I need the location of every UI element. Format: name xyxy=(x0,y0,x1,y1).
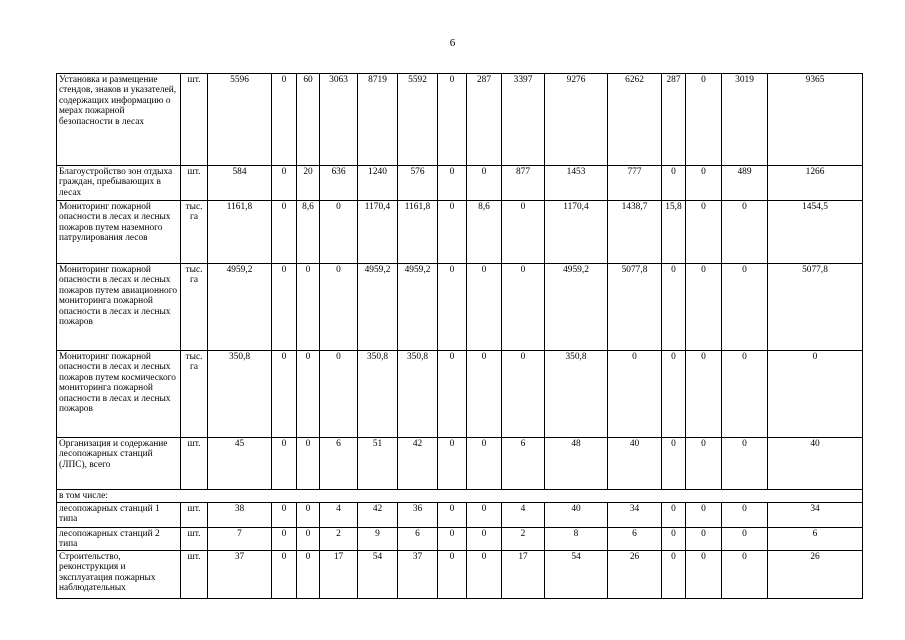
value-cell: 0 xyxy=(272,166,297,201)
value-cell: 0 xyxy=(438,264,467,351)
value-cell: 0 xyxy=(297,503,320,528)
value-cell: 584 xyxy=(208,166,272,201)
unit-cell: шт. xyxy=(181,74,208,166)
value-cell: 1170,4 xyxy=(358,201,398,264)
value-cell: 40 xyxy=(608,438,662,490)
value-cell: 5077,8 xyxy=(608,264,662,351)
value-cell: 6262 xyxy=(608,74,662,166)
value-cell: 0 xyxy=(438,438,467,490)
value-cell: 576 xyxy=(398,166,438,201)
unit-cell: шт. xyxy=(181,550,208,598)
value-cell: 40 xyxy=(768,438,863,490)
table-row xyxy=(57,438,863,490)
measure-name-cell: Благоустройство зон отдыха граждан, пребывающих в лесах xyxy=(57,166,181,201)
value-cell: 0 xyxy=(662,351,686,438)
value-cell: 0 xyxy=(686,438,722,490)
value-cell: 0 xyxy=(467,351,502,438)
value-cell: 0 xyxy=(320,201,358,264)
table-row xyxy=(57,166,863,201)
value-cell: 0 xyxy=(722,528,768,551)
value-cell: 2 xyxy=(502,528,545,551)
value-cell: 3063 xyxy=(320,74,358,166)
value-cell: 0 xyxy=(502,351,545,438)
measure-name-cell: Мониторинг пожарной опасности в лесах и лесных пожаров путем наземного патрулирования лесов xyxy=(57,201,181,264)
value-cell: 0 xyxy=(297,550,320,598)
value-cell: 9276 xyxy=(545,74,608,166)
value-cell: 0 xyxy=(662,550,686,598)
value-cell: 0 xyxy=(662,166,686,201)
value-cell: 0 xyxy=(686,528,722,551)
value-cell: 0 xyxy=(686,201,722,264)
value-cell: 0 xyxy=(686,74,722,166)
value-cell: 1170,4 xyxy=(545,201,608,264)
value-cell: 36 xyxy=(398,503,438,528)
value-cell: 0 xyxy=(502,201,545,264)
table-row xyxy=(57,528,863,551)
value-cell: 287 xyxy=(662,74,686,166)
value-cell: 0 xyxy=(438,74,467,166)
value-cell: 0 xyxy=(686,351,722,438)
value-cell: 15,8 xyxy=(662,201,686,264)
value-cell: 4959,2 xyxy=(208,264,272,351)
measure-name-cell: Строительство, реконструкция и эксплуатация пожарных наблюдательных xyxy=(57,550,181,598)
value-cell: 350,8 xyxy=(545,351,608,438)
value-cell: 17 xyxy=(502,550,545,598)
value-cell: 3019 xyxy=(722,74,768,166)
page-number: 6 xyxy=(449,37,456,49)
table-row xyxy=(57,490,863,503)
value-cell: 0 xyxy=(320,264,358,351)
value-cell: 0 xyxy=(272,550,297,598)
value-cell: 4 xyxy=(320,503,358,528)
value-cell: 34 xyxy=(768,503,863,528)
value-cell: 0 xyxy=(686,166,722,201)
value-cell: 8,6 xyxy=(467,201,502,264)
value-cell: 60 xyxy=(297,74,320,166)
value-cell: 26 xyxy=(768,550,863,598)
value-cell: 0 xyxy=(272,503,297,528)
value-cell: 7 xyxy=(208,528,272,551)
value-cell: 0 xyxy=(272,74,297,166)
table-row xyxy=(57,264,863,351)
value-cell: 37 xyxy=(398,550,438,598)
value-cell: 0 xyxy=(502,264,545,351)
value-cell: 0 xyxy=(320,351,358,438)
unit-cell: тыс. га xyxy=(181,264,208,351)
value-cell: 1240 xyxy=(358,166,398,201)
table-row xyxy=(57,201,863,264)
value-cell: 48 xyxy=(545,438,608,490)
value-cell: 2 xyxy=(320,528,358,551)
unit-cell: шт. xyxy=(181,528,208,551)
value-cell: 38 xyxy=(208,503,272,528)
value-cell: 350,8 xyxy=(358,351,398,438)
table-row xyxy=(57,503,863,528)
value-cell: 0 xyxy=(768,351,863,438)
unit-cell: шт. xyxy=(181,503,208,528)
value-cell: 3397 xyxy=(502,74,545,166)
value-cell: 0 xyxy=(662,264,686,351)
value-cell: 1453 xyxy=(545,166,608,201)
value-cell: 0 xyxy=(272,201,297,264)
value-cell: 0 xyxy=(686,550,722,598)
value-cell: 0 xyxy=(722,503,768,528)
subheading-cell: в том числе: xyxy=(57,490,863,503)
value-cell: 0 xyxy=(608,351,662,438)
value-cell: 0 xyxy=(467,438,502,490)
unit-cell: тыс. га xyxy=(181,351,208,438)
value-cell: 6 xyxy=(768,528,863,551)
value-cell: 1454,5 xyxy=(768,201,863,264)
value-cell: 1161,8 xyxy=(208,201,272,264)
value-cell: 40 xyxy=(545,503,608,528)
measure-name-cell: Организация и содержание лесопожарных станций (ЛПС), всего xyxy=(57,438,181,490)
value-cell: 6 xyxy=(320,438,358,490)
unit-cell: тыс. га xyxy=(181,201,208,264)
value-cell: 0 xyxy=(297,438,320,490)
value-cell: 0 xyxy=(722,438,768,490)
value-cell: 0 xyxy=(297,528,320,551)
value-cell: 4959,2 xyxy=(358,264,398,351)
value-cell: 0 xyxy=(272,438,297,490)
value-cell: 54 xyxy=(358,550,398,598)
measure-name-cell: Мониторинг пожарной опасности в лесах и лесных пожаров путем авиационного мониторинга пожарной опасности в лесах и лесных пожаров xyxy=(57,264,181,351)
value-cell: 1266 xyxy=(768,166,863,201)
table-row xyxy=(57,550,863,598)
value-cell: 0 xyxy=(467,166,502,201)
value-cell: 0 xyxy=(297,264,320,351)
value-cell: 636 xyxy=(320,166,358,201)
measure-name-cell: Установка и размещение стендов, знаков и указателей, содержащих информацию о мерах пожарной безопасности в лесах xyxy=(57,74,181,166)
forest-fire-measures-table xyxy=(56,73,863,599)
value-cell: 6 xyxy=(502,438,545,490)
unit-cell: шт. xyxy=(181,166,208,201)
value-cell: 0 xyxy=(662,438,686,490)
value-cell: 9 xyxy=(358,528,398,551)
value-cell: 489 xyxy=(722,166,768,201)
value-cell: 51 xyxy=(358,438,398,490)
value-cell: 26 xyxy=(608,550,662,598)
value-cell: 45 xyxy=(208,438,272,490)
value-cell: 0 xyxy=(722,201,768,264)
value-cell: 8 xyxy=(545,528,608,551)
value-cell: 0 xyxy=(686,264,722,351)
value-cell: 0 xyxy=(467,503,502,528)
value-cell: 0 xyxy=(722,351,768,438)
table-row xyxy=(57,351,863,438)
unit-cell: шт. xyxy=(181,438,208,490)
value-cell: 0 xyxy=(438,201,467,264)
value-cell: 42 xyxy=(358,503,398,528)
value-cell: 0 xyxy=(297,351,320,438)
value-cell: 350,8 xyxy=(398,351,438,438)
value-cell: 0 xyxy=(438,503,467,528)
value-cell: 287 xyxy=(467,74,502,166)
value-cell: 54 xyxy=(545,550,608,598)
value-cell: 4959,2 xyxy=(545,264,608,351)
value-cell: 17 xyxy=(320,550,358,598)
table-row xyxy=(57,74,863,166)
value-cell: 0 xyxy=(272,528,297,551)
value-cell: 0 xyxy=(662,503,686,528)
value-cell: 8719 xyxy=(358,74,398,166)
value-cell: 0 xyxy=(438,166,467,201)
value-cell: 777 xyxy=(608,166,662,201)
value-cell: 4959,2 xyxy=(398,264,438,351)
value-cell: 42 xyxy=(398,438,438,490)
value-cell: 0 xyxy=(467,528,502,551)
measure-name-cell: Мониторинг пожарной опасности в лесах и лесных пожаров путем космического мониторинга пожарной опасности в лесах и лесных пожаров xyxy=(57,351,181,438)
value-cell: 0 xyxy=(467,264,502,351)
value-cell: 6 xyxy=(398,528,438,551)
value-cell: 0 xyxy=(438,550,467,598)
value-cell: 37 xyxy=(208,550,272,598)
value-cell: 6 xyxy=(608,528,662,551)
value-cell: 0 xyxy=(722,264,768,351)
value-cell: 0 xyxy=(272,264,297,351)
value-cell: 877 xyxy=(502,166,545,201)
value-cell: 9365 xyxy=(768,74,863,166)
value-cell: 0 xyxy=(438,528,467,551)
value-cell: 1161,8 xyxy=(398,201,438,264)
value-cell: 4 xyxy=(502,503,545,528)
value-cell: 350,8 xyxy=(208,351,272,438)
measure-name-cell: лесопожарных станций 1 типа xyxy=(57,503,181,528)
value-cell: 5596 xyxy=(208,74,272,166)
value-cell: 0 xyxy=(722,550,768,598)
value-cell: 0 xyxy=(272,351,297,438)
value-cell: 0 xyxy=(662,528,686,551)
value-cell: 8,6 xyxy=(297,201,320,264)
value-cell: 34 xyxy=(608,503,662,528)
value-cell: 5592 xyxy=(398,74,438,166)
value-cell: 0 xyxy=(467,550,502,598)
value-cell: 0 xyxy=(686,503,722,528)
value-cell: 20 xyxy=(297,166,320,201)
value-cell: 5077,8 xyxy=(768,264,863,351)
measure-name-cell: лесопожарных станций 2 типа xyxy=(57,528,181,551)
value-cell: 0 xyxy=(438,351,467,438)
value-cell: 1438,7 xyxy=(608,201,662,264)
